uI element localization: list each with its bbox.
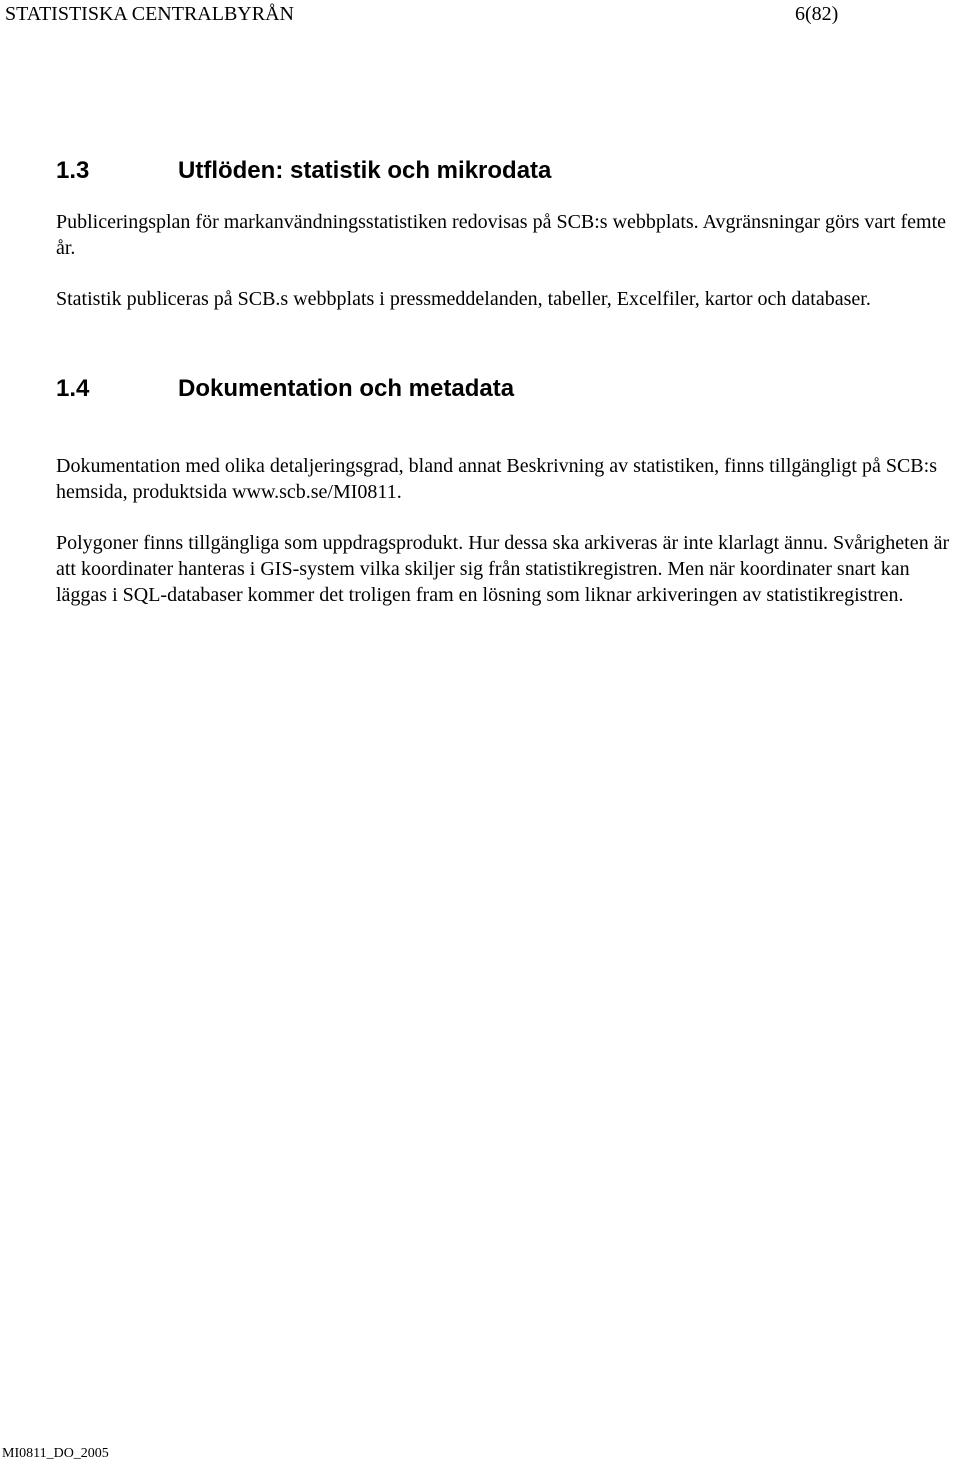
paragraph-dokumentation: Dokumentation med olika detaljeringsgrad, bland annat Beskrivning av statistiken, finns tillgängligt på SCB:s hemsida, produktsida www.scb.se/MI0811. bbox=[56, 455, 937, 503]
paragraph-polygoner: Polygoner finns tillgängliga som uppdragsprodukt. Hur dessa ska arkiveras är inte klarlagt ännu. Svårigheten är att koordinater hanteras i GIS-system vilka skiljer sig från statistikregistren. Men när koordinater snart kan läggas i SQL-databaser kommer det troligen fram en lösning som liknar arkiveringen av statistikregistren. bbox=[56, 532, 950, 606]
header-organization: STATISTISKA CENTRALBYRÅN bbox=[5, 3, 294, 25]
paragraph-publiceringsplan: Publiceringsplan för markanvändningsstatistiken redovisas på SCB:s webbplats. Avgränsningar görs vart femte år. bbox=[56, 211, 947, 259]
section-title: Utflöden: statistik och mikrodata bbox=[178, 157, 552, 184]
footer-document-id: MI0811_DO_2005 bbox=[2, 1446, 109, 1461]
section-number: 1.3 bbox=[56, 157, 90, 184]
section-heading-1-4 bbox=[56, 374, 514, 404]
page-number: 6(82) bbox=[795, 3, 839, 25]
section-title: Dokumentation och metadata bbox=[178, 375, 515, 402]
paragraph-statistik-publiceras: Statistik publiceras på SCB.s webbplats i pressmeddelanden, tabeller, Excelfiler, kartor och databaser. bbox=[56, 288, 871, 310]
section-number: 1.4 bbox=[56, 375, 90, 402]
section-heading-1-3 bbox=[56, 156, 551, 186]
